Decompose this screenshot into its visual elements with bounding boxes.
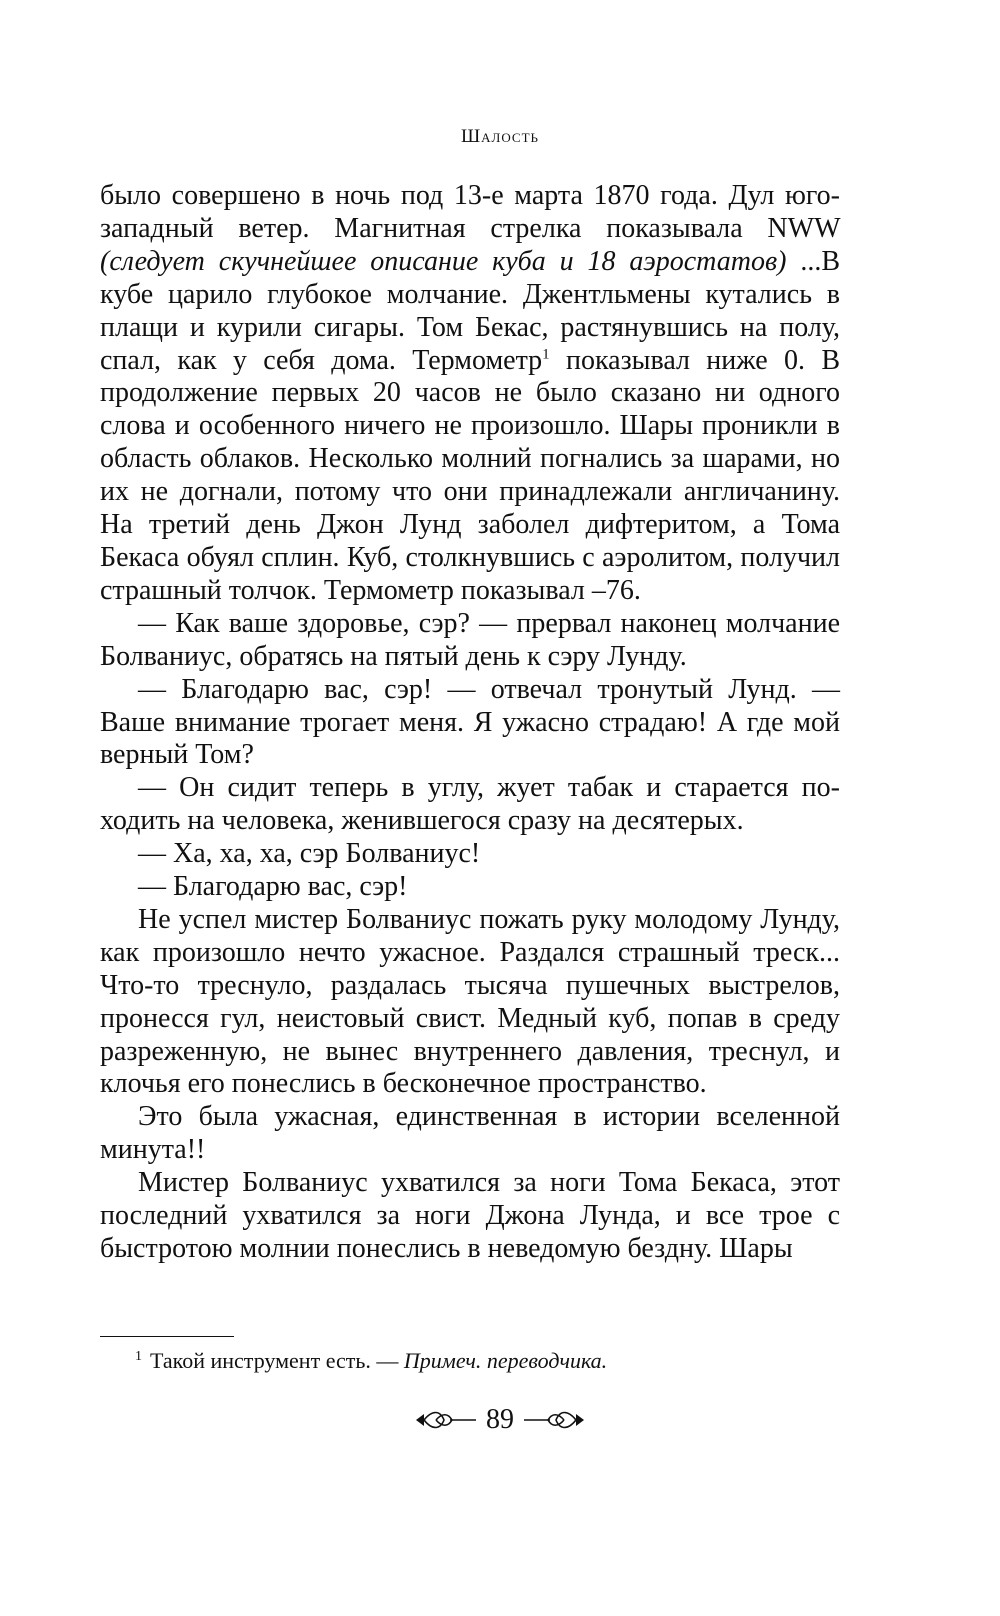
- paragraph: [100, 180, 840, 608]
- paragraph: — Благодарю вас, сэр! — отвечал тронутый Лунд. — Ваше внимание трогает меня. Я ужасно страдаю! А где мой верный Том?: [100, 673, 840, 771]
- footnote-ref[interactable]: 1: [542, 346, 550, 363]
- running-header: Шалость: [461, 126, 539, 147]
- page-number-block: [0, 1400, 1000, 1440]
- paragraph: Не успел мистер Болваниус пожать руку молодому Лунду, как произошло нечто ужасное. Раздался страшный треск... Что-то треснуло, раздалась тысяча пушечных выстрелов, пронесся гул, неистовый свист. Медный куб, попав в среду разреженную, не вынес внутреннего давления, треснул, и клочья его понеслись в бесконечное пространство.: [100, 903, 840, 1100]
- ornament-right-icon: [522, 1410, 586, 1430]
- footnote-attribution: Примеч. переводчика.: [403, 1348, 608, 1373]
- footnote-text: Такой инструмент есть. —: [150, 1348, 399, 1373]
- editorial-remark: (следует скучнейшее описание куба и 18 аэростатов): [100, 245, 787, 277]
- paragraph-text: ...В кубе царило глубокое молчание. Джентльмены кутались в плащи и курили сигары. Том Бекас, растянувшись на полу, спал, как у себя дома. Термометр: [100, 245, 840, 376]
- footnote-divider: [100, 1336, 234, 1337]
- paragraph: Мистер Болваниус ухватился за ноги Тома Бекаса, этот последний ухватился за ноги Джона Лунда, и все трое с быстротою молнии понеслись в неведомую бездну. Шары: [100, 1167, 840, 1264]
- ornament-left-icon: [414, 1410, 478, 1430]
- paragraph: Это была ужасная, единственная в истории вселенной минута!!: [100, 1101, 840, 1166]
- main-text: [100, 180, 840, 1266]
- paragraph: — Он сидит теперь в углу, жует табак и старается походить на человека, женившегося сразу на десятерых.: [100, 772, 840, 837]
- paragraph: — Как ваше здоровье, сэр? — прервал наконец молчание Болваниус, обратясь на пятый день к сэру Лунду.: [100, 607, 840, 672]
- paragraph-text: было совершено в ночь под 13-е марта 1870 года. Дул юго-западный ветер. Магнитная стрелка показывала NWW: [100, 180, 840, 244]
- paragraph: — Благодарю вас, сэр!: [138, 871, 408, 903]
- page-number: 89: [486, 1404, 514, 1435]
- footnote: [135, 1346, 835, 1376]
- paragraph: — Ха, ха, ха, сэр Болваниус!: [138, 838, 481, 870]
- paragraph-text: показывал ниже 0. В продолжение первых 20 часов не было сказано ни одного слова и особенного ничего не произошло. Шары проникли в область облаков. Несколько молний погнались за шарами, но их не догнали, потому что они принадлежали англичанину. На третий день Джон Лунд заболел дифтеритом, а Тома Бекаса обуял сплин. Куб, столкнувшись с аэролитом, получил страшный толчок. Термометр показывал –76.: [100, 344, 841, 606]
- footnote-number: 1: [135, 1348, 142, 1364]
